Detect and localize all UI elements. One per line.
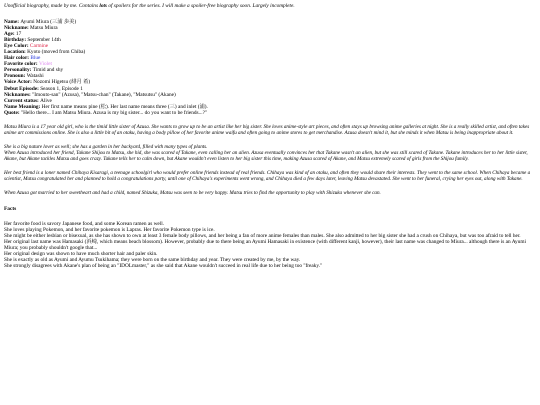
- info-row: Pronoun: Watashi: [4, 73, 44, 80]
- biography-paragraphs: [4, 124, 536, 197]
- disclaimer-emphasis: lots: [99, 3, 107, 9]
- info-label: Birthday: [4, 37, 25, 44]
- info-value: Watashi: [26, 73, 44, 80]
- fact-item: She is exactly as old as Ayumi and Ayumu Tsukihama; they were born on the same birthday and year. They were created by me, by the way.: [4, 256, 301, 263]
- biography-paragraph: She is a big nature lover as well; she has a garden in her backyard, filled with many types of plants. When Azusa introduced her friend, Takane Shijou to Matsu, she hid, she was scared of Takane, even calling her an alien. Azusa eventually convinces her that Takane wasn't an alien, but she was still scared of Takane. Takane introduces her to her little sister, Akane, but Akane tackles Matsu and goes crazy. Takane tells her to calm down, but Akane wouldn't even listen to her big sister this time, making Azusa scared of Akane, and Matsu extremely scared of girls from the Shijou family.: [4, 143, 528, 163]
- info-row: Nicknames: "Imouto-san" (Azusa), "Matsu-chan" (Takane), "Matsutsu" (Akane): [4, 91, 176, 98]
- fact-item: She loves playing Pokemon, and her favorite pokemon is Lapras. Her favorite Pokemon type is ice.: [4, 226, 215, 233]
- info-row: Favorite color: Violet: [4, 61, 52, 68]
- info-label: Favorite color: [4, 61, 36, 68]
- info-label: Nicknames: [4, 91, 30, 98]
- info-row: Hair color: Blue: [4, 55, 41, 62]
- info-row: Debut Episode: Season 1, Episode 1: [4, 85, 83, 92]
- facts-heading: Facts: [4, 205, 17, 212]
- info-row: Quote: "Hello there... I am Matsu Miura. Azusa is my big sister... do you want to be friends...?": [4, 109, 208, 116]
- info-value: Nozomi Higetsu (緋月 希): [33, 79, 91, 86]
- info-label: Age: [4, 31, 13, 38]
- info-value: Alive: [40, 97, 52, 104]
- info-label: Voice Actor: [4, 79, 31, 86]
- info-value: Violet: [39, 61, 52, 68]
- disclaimer-note: [4, 3, 536, 10]
- info-value: Kyoto (moved from Chiba): [27, 49, 86, 56]
- info-row: Eye Color: Carmine: [4, 43, 49, 50]
- info-label: Pronoun: [4, 73, 24, 80]
- info-value: 17: [15, 31, 22, 38]
- info-value: September 14th: [27, 37, 61, 44]
- info-value: Matsu Miura: [30, 25, 58, 32]
- fact-item: Her favorite food is savory Japanese food, and some Korean ramen as well.: [4, 220, 165, 227]
- info-row: Current status: Alive: [4, 97, 52, 104]
- info-row: Birthday: September 14th: [4, 37, 61, 44]
- biography-paragraph: Matsu Miura is a 17 year old girl, who is the timid little sister of Azusa. She wants to grow up to be an artist like her big sister. She loves anime-style art pieces, and often stays up browsing anime galleries at night. She is a really skilled artist, and often takes anime art commissions online. She is also a little bit of an otaku, having a body pillow of her favorite anime waifu and often going to anime stores to get merchandise. Azusa doesn't mind it, but she minds it when Matsu is being inappropriate about it.: [4, 123, 530, 136]
- info-value: Blue: [30, 55, 41, 62]
- info-label: Name: [4, 19, 18, 25]
- fact-item: Her original design was shown to have much shorter hair and paler skin.: [4, 250, 158, 257]
- character-info-list: [4, 19, 536, 116]
- disclaimer-text-end: of spoilers for the series. I will make a spoiler-free biography soon. Largely incomplete.: [107, 3, 295, 9]
- info-label: Name Meaning: [4, 103, 39, 110]
- facts-list: [4, 221, 536, 269]
- info-label: Quote: [4, 109, 18, 116]
- fact-item: She might be either lesbian or bisexual, as she has shown to own at least 3 female body pillows, and her being a fan of more anime females than males. She also admitted to her big sister she had a crush on Chihaya, but was too afraid to tell her.: [4, 232, 521, 239]
- info-row: Name: Ayumi Miura (三浦 歩美): [4, 19, 77, 25]
- disclaimer-text: Unofficial biography, made by me. Contains: [4, 3, 100, 9]
- info-value: "Hello there... I am Matsu Miura. Azusa is my big sister... do you want to be friends...?": [20, 109, 208, 116]
- info-row: Voice Actor: Nozomi Higetsu (緋月 希): [4, 79, 91, 86]
- fact-item: She strongly disagrees with Akane's plan of being an "IDOLmaster," as she said that Akane wouldn't succeed in real life due to her being too "freaky.": [4, 262, 323, 269]
- info-label: Personality: [4, 67, 30, 74]
- info-value: Timid and shy: [32, 67, 64, 74]
- info-label: Current status: [4, 97, 38, 104]
- info-value: Carmine: [29, 43, 49, 50]
- info-label: Hair color: [4, 55, 28, 62]
- info-row: Nickname: Matsu Miura: [4, 25, 58, 32]
- info-value: Her first name means pine (松). Her last name means three (三) and inlet (浦).: [41, 103, 208, 110]
- info-row: Location: Kyoto (moved from Chiba): [4, 49, 86, 56]
- info-value: Ayumi Miura (三浦 歩美): [20, 19, 77, 25]
- info-value: "Imouto-san" (Azusa), "Matsu-chan" (Takane), "Matsutsu" (Akane): [32, 91, 176, 98]
- fact-item: Her original last name was Hamasaki (浜崎, which means beach blossom). However, probably due to there being an Ayumi Hamasaki in existence (with different kanji, however), their last name was changed to Miura... although there is an Ayumi Miura; you probably shouldn't google that...: [4, 238, 526, 251]
- biography-paragraph: When Azusa got married to her sweetheart and had a child, named Shizuka, Matsu was seen to be very happy. Matsu tries to find the opportunity to play with Shizuka whenever she can.: [4, 190, 381, 197]
- info-row: Personality: Timid and shy: [4, 67, 64, 74]
- info-label: Eye Color: [4, 43, 27, 50]
- info-row: Age: 17: [4, 31, 22, 38]
- info-label: Nickname: [4, 25, 27, 32]
- info-value: Season 1, Episode 1: [40, 85, 83, 92]
- info-row: Name Meaning: Her first name means pine (松). Her last name means three (三) and inlet (浦).: [4, 103, 208, 110]
- info-label: Location: [4, 49, 25, 56]
- biography-paragraph: Her best friend is a loner named Chihaya Kisaragi, a teenage schoolgirl who would prefer online friends instead of real friends. Chihaya was kind of an otaku, and often they would share their interests. They went to the same school. When Chihaya became a scientist, Matsu congratulated her and planned to hold a congratulations party, until one of Chihaya's experiments went wrong, and Chihaya died a few days later, leaving Matsu devastated. She went to her funeral, crying her eyes out, along with Takane.: [4, 170, 531, 183]
- info-label: Debut Episode: [4, 85, 38, 92]
